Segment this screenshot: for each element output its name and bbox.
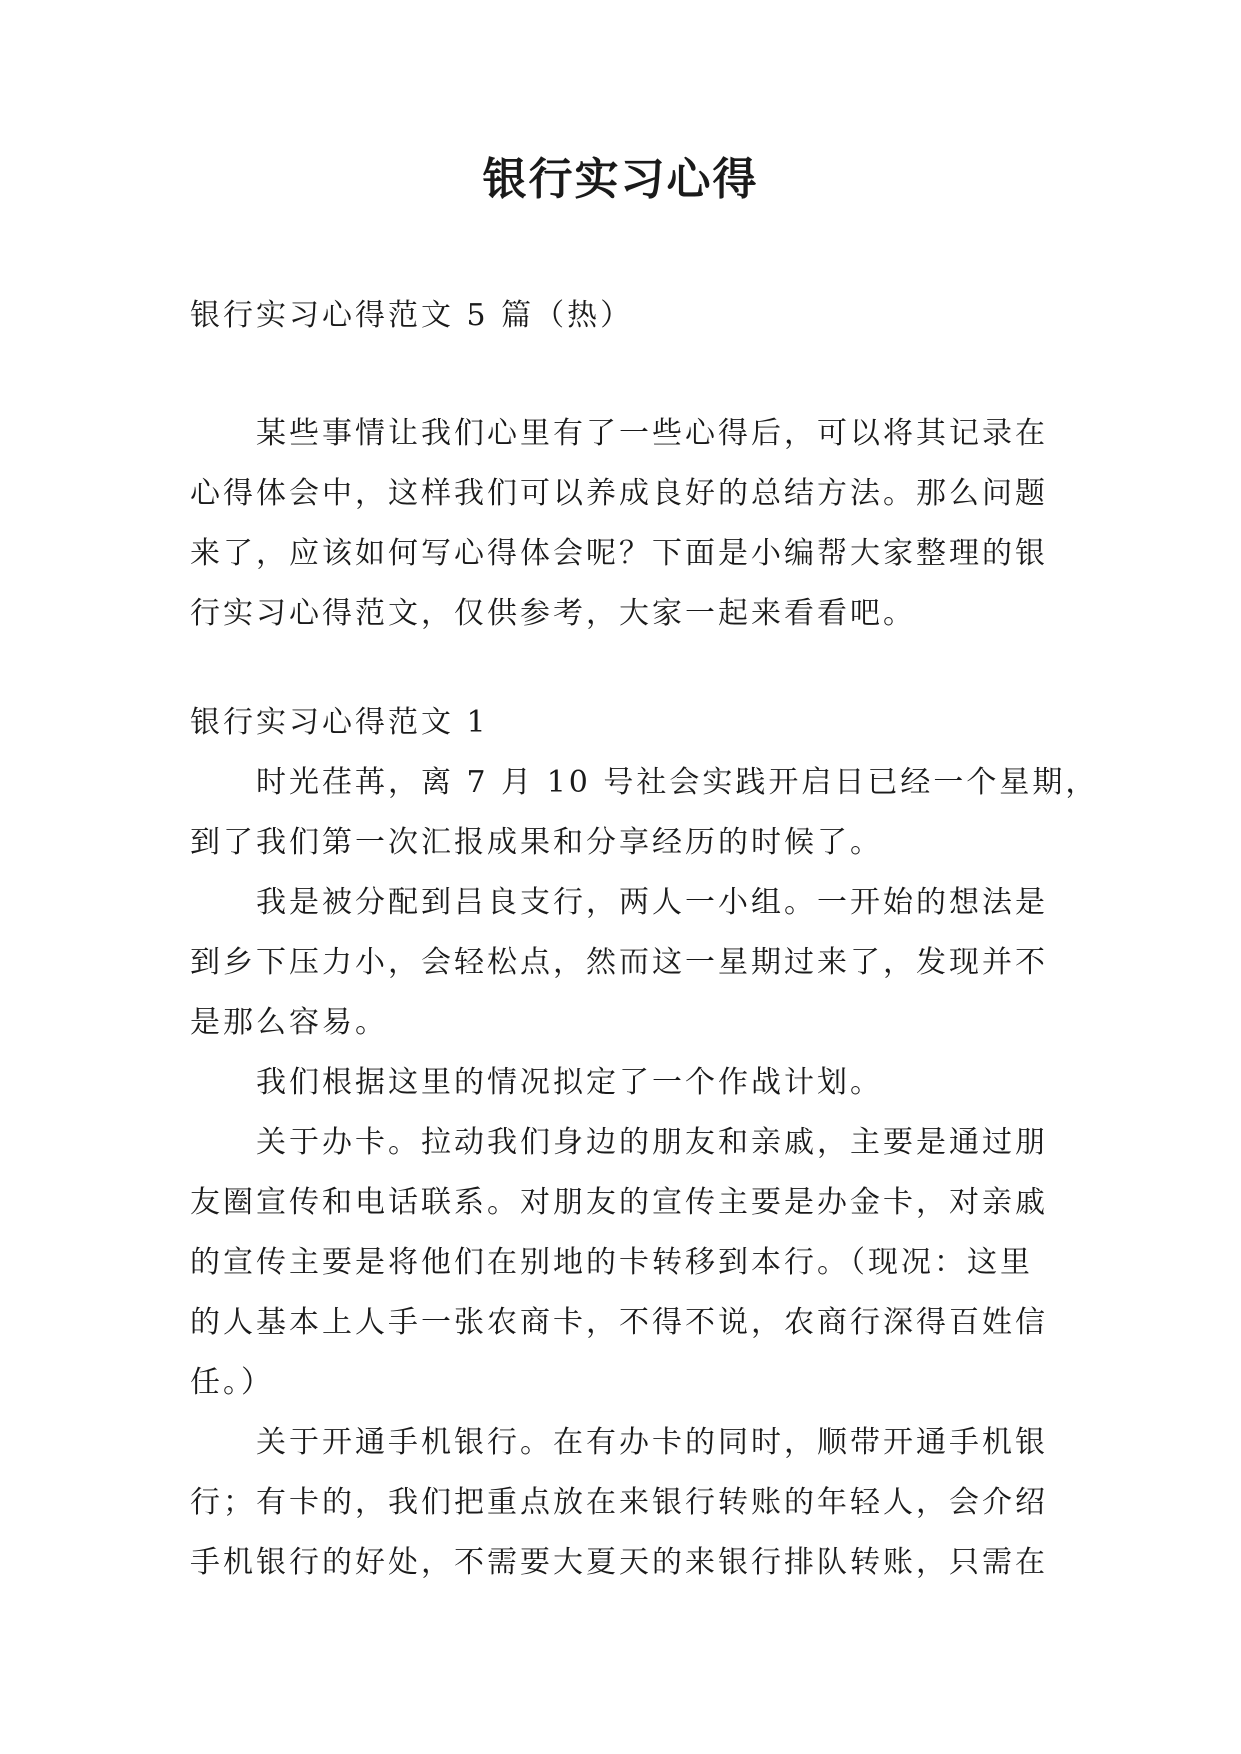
subtitle-line: 银行实习心得范文 5 篇（热） (190, 298, 634, 333)
article-line: 是那么容易。 (190, 1005, 388, 1040)
article-line: 关于办卡。拉动我们身边的朋友和亲戚，主要是通过朋 (190, 1125, 1048, 1160)
section-heading-text: 银行实习心得范文 1 (190, 705, 489, 740)
section-heading (190, 693, 1060, 753)
article-line: 我们根据这里的情况拟定了一个作战计划。 (190, 1065, 883, 1100)
article-line: 手机银行的好处，不需要大夏天的来银行排队转账，只需在 (190, 1545, 1048, 1580)
intro-line: 某些事情让我们心里有了一些心得后，可以将其记录在 (190, 416, 1048, 451)
intro-line: 心得体会中，这样我们可以养成良好的总结方法。那么问题 (190, 476, 1048, 511)
article-line: 的人基本上人手一张农商卡，不得不说，农商行深得百姓信 (190, 1305, 1048, 1340)
article-line: 时光荏苒，离 7 月 10 号社会实践开启日已经一个星期， (190, 765, 1099, 800)
article-line: 行；有卡的，我们把重点放在来银行转账的年轻人，会介绍 (190, 1485, 1048, 1520)
document-subtitle (190, 286, 1060, 346)
article-line: 到乡下压力小，会轻松点，然而这一星期过来了，发现并不 (190, 945, 1048, 980)
intro-paragraph (190, 404, 1060, 644)
intro-line: 来了，应该如何写心得体会呢？下面是小编帮大家整理的银 (190, 536, 1048, 571)
article-body (190, 753, 1099, 1593)
article-line: 我是被分配到吕良支行，两人一小组。一开始的想法是 (190, 885, 1048, 920)
intro-line: 行实习心得范文，仅供参考，大家一起来看看吧。 (190, 596, 916, 631)
article-line: 任。） (190, 1365, 274, 1400)
article-line: 友圈宣传和电话联系。对朋友的宣传主要是办金卡，对亲戚 (190, 1185, 1048, 1220)
article-line: 的宣传主要是将他们在别地的卡转移到本行。（现况：这里 (190, 1245, 1033, 1280)
article-line: 到了我们第一次汇报成果和分享经历的时候了。 (190, 825, 883, 860)
document-title: 银行实习心得 (482, 154, 759, 205)
article-line: 关于开通手机银行。在有办卡的同时，顺带开通手机银 (190, 1425, 1048, 1460)
